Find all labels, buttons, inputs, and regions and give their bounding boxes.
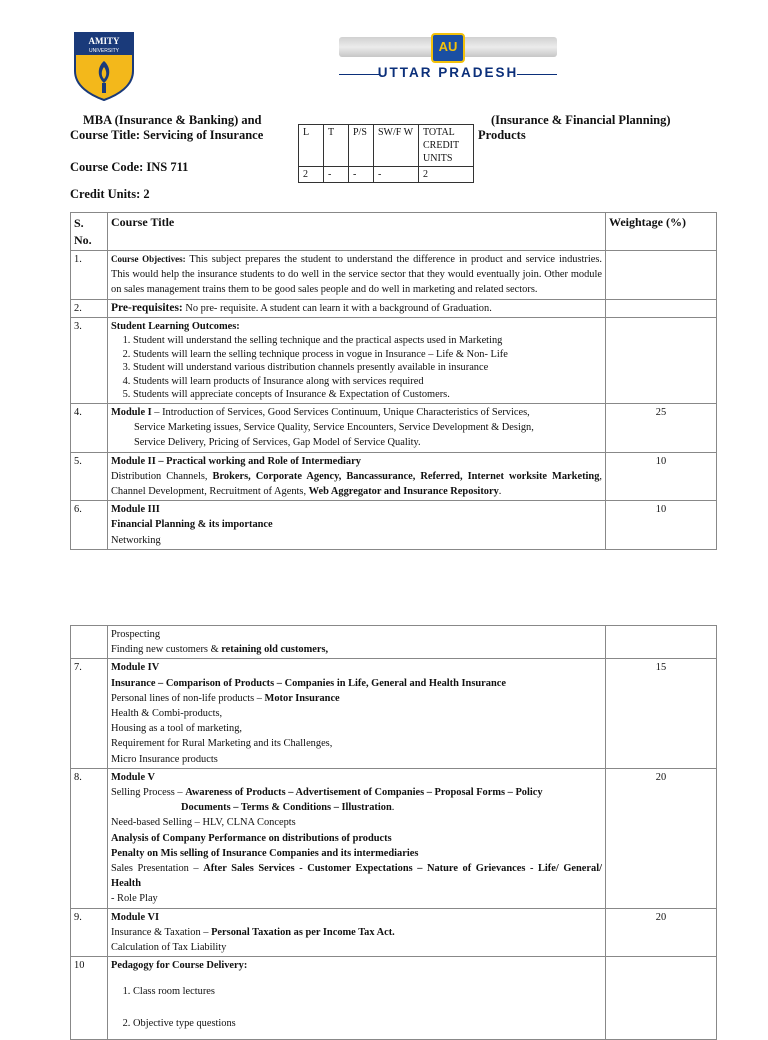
- module-3-line: Networking: [111, 534, 161, 546]
- row-number: [71, 626, 108, 659]
- module-2-text: , Channel Development, Recruitment of Agents,: [111, 470, 602, 497]
- table-row: [71, 452, 717, 501]
- amity-university-logo: [73, 31, 135, 101]
- learning-outcomes-list: [111, 334, 602, 402]
- course-objectives-text: This subject prepares the student to understand the difference in product and service industries. This would help the insurance students to do well in the service sector that they would eventually join. Other module on sales management trains them to be good sales people and do well in marketing and related sectors.: [111, 254, 602, 296]
- module-1-label: Module I: [111, 406, 152, 418]
- list-item: 5. Students will appreciate concepts of Insurance & Expectation of Customers.: [133, 388, 602, 402]
- credit-value-cell: 2: [419, 167, 474, 183]
- course-code: Course Code: INS 711: [70, 160, 189, 174]
- row-number: 8.: [71, 768, 108, 908]
- row-number: 3.: [71, 317, 108, 403]
- credit-header-cell: L: [299, 125, 324, 167]
- module-3: [108, 501, 606, 550]
- row-number: 9.: [71, 908, 108, 957]
- logo-rule-right: [517, 74, 557, 75]
- program-line-right: (Insurance & Financial Planning): [491, 113, 671, 127]
- module-3-line: Prospecting: [111, 629, 161, 640]
- credit-table-value-row: [299, 167, 474, 183]
- module-4-line: Housing as a tool of marketing,: [111, 723, 243, 735]
- module-4-line-bold: Insurance – Comparison of Products – Companies in Life, General and Health Insurance: [111, 677, 506, 689]
- weightage-cell: [606, 957, 717, 1040]
- weightage-cell: [606, 317, 717, 403]
- amity-uttar-pradesh-logo: [333, 33, 563, 85]
- list-item: 2. Students will learn the selling technique process in vogue in Insurance – Life & Non- Life: [133, 348, 602, 362]
- table-row: [71, 501, 717, 550]
- course-objectives: [108, 251, 606, 300]
- logo-badge: AU: [431, 33, 465, 63]
- weightage-value: 15: [606, 659, 717, 768]
- table-row: [71, 768, 717, 908]
- credit-header-cell: T: [324, 125, 349, 167]
- module-4: [108, 659, 606, 768]
- weightage-value: 10: [606, 452, 717, 501]
- module-5-line: .: [391, 802, 395, 814]
- credit-value-cell: -: [324, 167, 349, 183]
- credit-header-cell: P/S: [349, 125, 374, 167]
- row-number: 4.: [71, 403, 108, 452]
- table-row: [71, 251, 717, 300]
- module-2-text-bold: Web Aggregator and Insurance Repository: [308, 486, 499, 497]
- module-1-line: Service Marketing issues, Service Quality, Service Encounters, Service Development & Design,: [134, 422, 534, 434]
- module-5-line: - Role Play: [111, 893, 158, 905]
- weightage-cell: [606, 299, 717, 317]
- row-number: 6.: [71, 501, 108, 550]
- module-3-line: Finding new customers &: [111, 644, 222, 656]
- credit-value-cell: -: [374, 167, 419, 183]
- module-6: [108, 908, 606, 957]
- module-5-line: Selling Process –: [111, 787, 186, 799]
- learning-outcomes-label: Student Learning Outcomes:: [111, 320, 240, 332]
- module-3-label: Module III: [111, 504, 160, 516]
- module-3-subtitle: Financial Planning & its importance: [111, 519, 273, 531]
- row-number: 1.: [71, 251, 108, 300]
- module-1-line: Service Delivery, Pricing of Services, Gap Model of Service Quality.: [134, 437, 421, 449]
- pedagogy-label: Pedagogy for Course Delivery:: [111, 960, 248, 972]
- module-6-line: Calculation of Tax Liability: [111, 942, 227, 954]
- learning-outcomes: [108, 317, 606, 403]
- credit-header-cell: TOTAL CREDIT UNITS: [419, 125, 474, 167]
- table-row: [71, 299, 717, 317]
- module-3-continued: [108, 626, 606, 659]
- table-row: [71, 957, 717, 1040]
- course-title-right: Products: [478, 128, 526, 142]
- credit-table-header-row: [299, 125, 474, 167]
- table-row: [71, 317, 717, 403]
- module-4-line-bold: Motor Insurance: [264, 692, 340, 704]
- column-header-sno: S. No.: [71, 213, 108, 251]
- list-item: 1. Student will understand the selling technique and the practical aspects used in Marketing: [133, 334, 602, 348]
- prerequisites-label: Pre-requisites:: [111, 301, 183, 314]
- module-4-line: Requirement for Rural Marketing and its Challenges,: [111, 738, 333, 750]
- weightage-cell: [606, 626, 717, 659]
- credit-table: [298, 124, 474, 183]
- list-item: 2. Objective type questions: [133, 1017, 602, 1031]
- module-4-line: Health & Combi-products,: [111, 708, 223, 720]
- credit-header-cell: SW/F W: [374, 125, 419, 167]
- pedagogy: [108, 957, 606, 1040]
- weightage-value: 20: [606, 768, 717, 908]
- module-6-line-bold: Personal Taxation as per Income Tax Act.: [211, 926, 395, 938]
- list-item: 1. Class room lectures: [133, 985, 602, 999]
- table-row: [71, 659, 717, 768]
- module-5-line-bold: Awareness of Products – Advertisement of Companies – Proposal Forms – Policy: [185, 787, 543, 799]
- module-2-text: .: [498, 486, 502, 497]
- module-2: [108, 452, 606, 501]
- list-item: 3. Student will understand various distribution channels presently available in insurance: [133, 361, 602, 375]
- credit-value-cell: 2: [299, 167, 324, 183]
- module-1: [108, 403, 606, 452]
- row-number: 5.: [71, 452, 108, 501]
- list-item: 4. Students will learn products of Insurance along with services required: [133, 375, 602, 389]
- course-objectives-label: Course Objectives:: [111, 254, 186, 264]
- module-4-line: Personal lines of non-life products –: [111, 692, 265, 704]
- module-5-line-bold: Documents – Terms & Conditions – Illustration: [181, 802, 392, 814]
- module-6-label: Module VI: [111, 911, 160, 923]
- module-6-line: Insurance & Taxation –: [111, 926, 212, 938]
- prerequisites-text: No pre- requisite. A student can learn it with a background of Graduation.: [182, 302, 492, 314]
- module-5-line-bold: Penalty on Mis selling of Insurance Companies and its intermediaries: [111, 847, 419, 859]
- row-number: 10: [71, 957, 108, 1040]
- module-5: [108, 768, 606, 908]
- row-number: 7.: [71, 659, 108, 768]
- program-line: MBA (Insurance & Banking) and: [83, 113, 262, 127]
- table-header-row: [71, 213, 717, 251]
- module-5-line: Sales Presentation –: [111, 863, 204, 875]
- weightage-value: 10: [606, 501, 717, 550]
- row-number: 2.: [71, 299, 108, 317]
- module-5-label: Module V: [111, 771, 155, 783]
- svg-text:AMITY: AMITY: [88, 36, 120, 46]
- column-header-title: Course Title: [108, 213, 606, 251]
- module-3-line-bold: retaining old customers,: [221, 644, 329, 656]
- module-5-line-bold: After Sales Services - Customer Expectations – Nature of Grievances - Life/ General/ Health: [111, 863, 602, 890]
- table-row: [71, 626, 717, 659]
- table-row: [71, 908, 717, 957]
- module-4-label: Module IV: [111, 662, 160, 674]
- credit-units: Credit Units: 2: [70, 187, 150, 201]
- module-2-text: Distribution Channels,: [111, 470, 213, 482]
- prerequisites: [108, 299, 606, 317]
- weightage-value: 25: [606, 403, 717, 452]
- syllabus-table-continued: [70, 625, 717, 1040]
- course-title: Course Title: Servicing of Insurance: [70, 128, 264, 142]
- weightage-cell: [606, 251, 717, 300]
- credit-value-cell: -: [349, 167, 374, 183]
- module-2-text-bold: Brokers, Corporate Agency, Bancassurance, Referred, Internet worksite Marketing: [212, 470, 600, 482]
- logo-text: UTTAR PRADESH: [377, 65, 519, 80]
- column-header-weightage: Weightage (%): [606, 213, 717, 251]
- table-row: [71, 403, 717, 452]
- weightage-value: 20: [606, 908, 717, 957]
- syllabus-table: [70, 212, 717, 550]
- module-5-line: Need-based Selling – HLV, CLNA Concepts: [111, 817, 296, 829]
- module-2-label: Module II – Practical working and Role of Intermediary: [111, 455, 361, 467]
- module-5-line-bold: Analysis of Company Performance on distributions of products: [111, 832, 392, 844]
- module-4-line: Micro Insurance products: [111, 753, 218, 765]
- svg-text:UNIVERSITY: UNIVERSITY: [88, 48, 120, 54]
- module-1-line: – Introduction of Services, Good Services Continuum, Unique Characteristics of Services,: [151, 406, 530, 418]
